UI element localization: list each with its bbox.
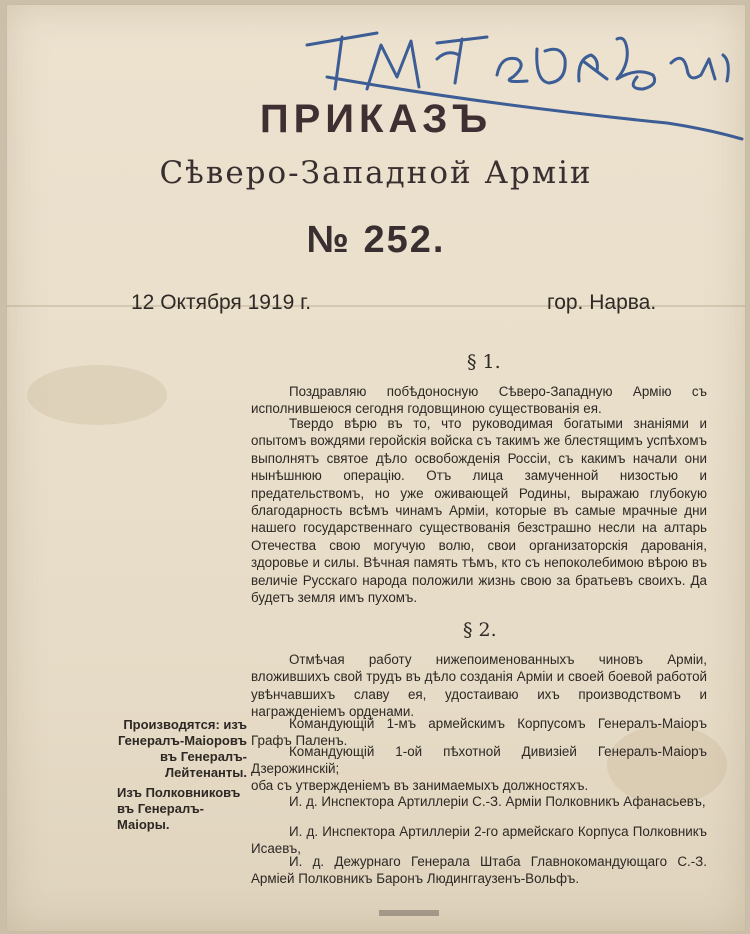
section-1-paragraph: Поздравляю побѣдоносную Сѣверо-Западную Армію съ исполнившеюся сегодня годовщиною существованія ея. <box>251 384 707 417</box>
order-date: 12 Октября 1919 г. <box>131 291 312 314</box>
section-2-heading: § 2. <box>463 619 497 641</box>
section-2-paragraph: И. д. Дежурнаго Генерала Штаба Главнокомандующаго С.-З. Арміей Полковникъ Баронъ Людинггаузенъ-Вольфъ. <box>251 854 707 887</box>
order-number: № 252. <box>306 219 446 261</box>
signature-text: Г. М. Корон Вамъ <box>287 4 436 23</box>
margin-note: Производятся: изъ Генералъ-Маіоровъ въ Генералъ-Лейтенанты. <box>117 717 247 780</box>
section-2-paragraph: И. д. Инспектора Артиллеріи 2-го армейскаго Корпуса Полковникъ Исаевъ, <box>251 824 707 857</box>
cut-off-text-fragment <box>379 910 439 916</box>
document-subtitle: Сѣверо-Западной Арміи <box>159 155 593 191</box>
document-page <box>6 4 746 932</box>
paper-stain <box>27 365 167 425</box>
section-2-paragraph: Отмѣчая работу нижепоименованныхъ чиновъ Арміи, вложившихъ свой трудъ въ дѣло созданія Арміи и своей боевой работой увѣнчавшихъ славу ея, удостаиваю ихъ производствомъ и награжденіемъ орденами. <box>251 652 707 720</box>
margin-note: Изъ Полковниковъ въ Генералъ-Маіоры. <box>117 785 241 832</box>
section-2-paragraph: И. д. Инспектора Артиллеріи С.-З. Арміи Полковникъ Афанасьевъ, <box>289 794 706 809</box>
document-title: ПРИКАЗЪ <box>259 97 493 141</box>
section-1-heading: § 1. <box>467 351 501 373</box>
section-2-paragraph: Командующій 1-ой пѣхотной Дивизіей Генералъ-Маіоръ Дзерожинскій; <box>251 744 707 777</box>
order-place: гор. Нарва. <box>547 291 657 314</box>
section-1-paragraph: Твердо вѣрю въ то, что руководимая богатыми знаніями и опытомъ вождями геройскія войска съ такимъ же блестящимъ успѣхомъ выполнятъ святое дѣло освобожденія Россіи, съ какимъ начали они нынѣшнюю операцію. Отъ лица замученной низостью и предательствомъ, но уже оживающей Родины, выражаю глубокую благодарность всѣмъ чинамъ Арміи, которые въ самые мрачные дни нашего государственнаго существованія безстрашно несли на алтарь Отечества свою могучую волю, свои организаторскія дарованія, здоровье и силы. Вѣчная память тѣмъ, кто съ непоколебимою вѣрою въ величіе Русскаго народа положили жизнь свою за братьевъ своихъ. Да будетъ земля имъ пухомъ. <box>251 416 707 606</box>
section-2-paragraph: оба съ утвержденіемъ въ занимаемыхъ должностяхъ. <box>251 778 589 793</box>
section-2-paragraph: Командующій 1-мъ армейскимъ Корпусомъ Генералъ-Маіоръ Графъ Паленъ. <box>251 716 707 749</box>
